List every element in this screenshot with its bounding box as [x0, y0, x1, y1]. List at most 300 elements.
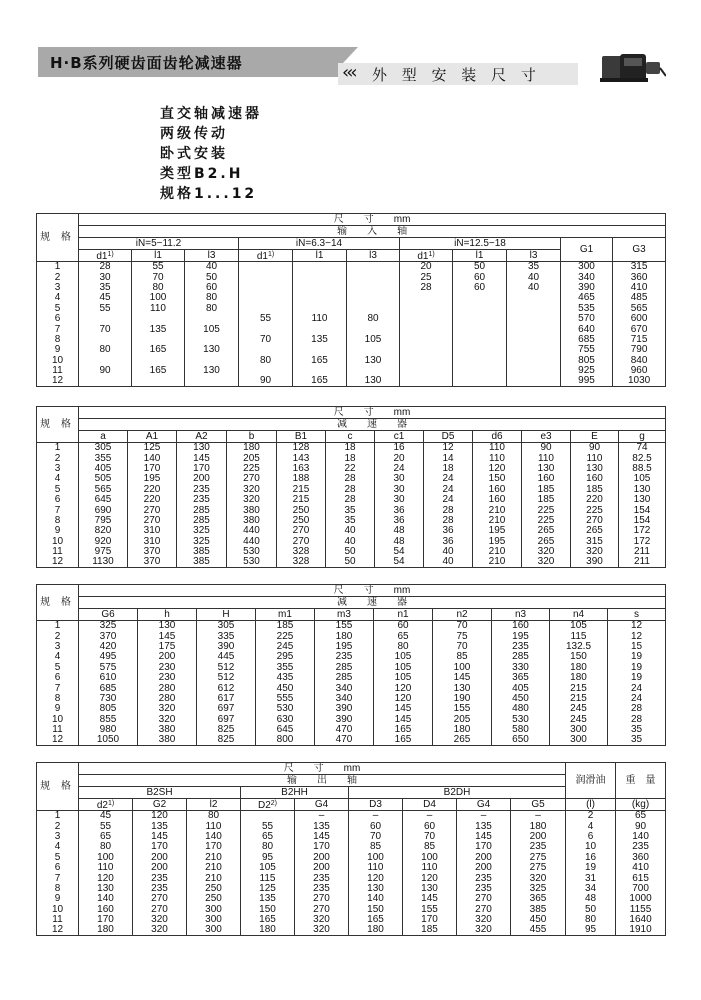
col-header: h	[138, 609, 197, 621]
col-header-d4: D4	[403, 799, 457, 811]
value-cell: 70	[433, 641, 492, 651]
dim-header: 尺 寸 mm	[79, 585, 666, 597]
table-row	[37, 894, 666, 904]
value-cell: 440	[227, 536, 277, 546]
size-cell: 10	[37, 536, 79, 546]
value-cell: 48	[566, 894, 616, 904]
size-cell: 8	[37, 515, 79, 525]
value-cell: 55	[239, 313, 293, 323]
value-cell: 165	[293, 376, 347, 386]
col-header-g1: G1	[561, 238, 613, 262]
value-cell: 65	[241, 831, 295, 841]
value-cell: 175	[138, 641, 197, 651]
size-cell: 1	[37, 811, 79, 821]
value-cell: 16	[375, 443, 424, 453]
table-row	[37, 282, 666, 292]
value-cell: 95	[566, 925, 616, 935]
table-row	[37, 925, 666, 935]
value-cell: 60	[403, 821, 457, 831]
table-row	[37, 536, 666, 546]
value-cell: 55	[79, 303, 132, 313]
value-cell: 24	[608, 683, 666, 693]
value-cell: 210	[473, 505, 522, 515]
size-cell: 9	[37, 526, 79, 536]
size-cell: 4	[37, 842, 79, 852]
col-header: B1	[277, 431, 326, 443]
col-header: m3	[315, 609, 374, 621]
value-cell	[241, 811, 295, 821]
size-cell: 7	[37, 324, 79, 334]
value-cell: 160	[473, 484, 522, 494]
value-cell: 697	[197, 704, 256, 714]
value-cell: 15	[608, 641, 666, 651]
value-cell: 100	[433, 662, 492, 672]
value-cell: 80	[187, 811, 241, 821]
value-cell: 245	[550, 714, 608, 724]
value-cell: 130	[185, 345, 239, 355]
table-row	[37, 443, 666, 453]
value-cell: 150	[550, 652, 608, 662]
value-cell: 145	[177, 453, 227, 463]
value-cell: 225	[571, 505, 619, 515]
value-cell	[347, 365, 400, 375]
value-cell: 285	[177, 515, 227, 525]
value-cell: 195	[473, 526, 522, 536]
spec-line-type: 直交轴减速器	[160, 106, 262, 122]
value-cell: 28	[608, 714, 666, 724]
value-cell: 320	[227, 484, 277, 494]
value-cell: 120	[374, 693, 433, 703]
size-header: 规 格	[37, 214, 79, 262]
value-cell: 188	[277, 474, 326, 484]
value-cell: 300	[187, 925, 241, 935]
value-cell: 130	[347, 355, 400, 365]
value-cell: 170	[79, 914, 133, 924]
value-cell	[347, 293, 400, 303]
value-cell: 390	[561, 282, 613, 292]
value-cell: 120	[79, 873, 133, 883]
value-cell: –	[511, 811, 566, 821]
value-cell: 420	[79, 641, 138, 651]
value-cell: –	[457, 811, 511, 821]
value-cell: 270	[277, 536, 326, 546]
value-cell: 145	[295, 831, 349, 841]
value-cell: 80	[374, 641, 433, 651]
value-cell: 245	[256, 641, 315, 651]
value-cell: 310	[128, 526, 177, 536]
value-cell: 530	[256, 704, 315, 714]
value-cell: 235	[457, 883, 511, 893]
value-cell: 210	[187, 873, 241, 883]
col-header: A2	[177, 431, 227, 443]
value-cell: 155	[433, 704, 492, 714]
value-cell: 140	[349, 894, 403, 904]
col-header-l3: l3	[185, 250, 239, 262]
value-cell: –	[295, 811, 349, 821]
value-cell: 265	[571, 526, 619, 536]
value-cell: 200	[295, 852, 349, 862]
value-cell: 130	[79, 883, 133, 893]
size-cell: 11	[37, 365, 79, 375]
value-cell	[507, 355, 561, 365]
value-cell: 70	[239, 334, 293, 344]
col-header: d6	[473, 431, 522, 443]
value-cell: 130	[522, 463, 571, 473]
b2hh-header: B2HH	[241, 787, 349, 799]
group-header: 输 出 轴	[79, 775, 566, 787]
weight-header: 重 量	[616, 763, 666, 799]
size-cell: 1	[37, 443, 79, 453]
value-cell: 185	[403, 925, 457, 935]
value-cell: 170	[128, 463, 177, 473]
value-cell: 355	[79, 453, 128, 463]
value-cell: 28	[79, 262, 132, 272]
value-cell: 300	[561, 262, 613, 272]
value-cell: 630	[256, 714, 315, 724]
table-row	[37, 693, 666, 703]
value-cell: 370	[128, 546, 177, 556]
col-header-l3: l3	[347, 250, 400, 262]
value-cell: 340	[561, 272, 613, 282]
weight-unit: (kg)	[616, 799, 666, 811]
value-cell: 110	[473, 453, 522, 463]
value-cell: 30	[375, 494, 424, 504]
size-cell: 8	[37, 334, 79, 344]
value-cell: 70	[349, 831, 403, 841]
value-cell: 360	[613, 272, 666, 282]
value-cell: 120	[133, 811, 187, 821]
value-cell: 180	[349, 925, 403, 935]
value-cell: 35	[608, 735, 666, 745]
value-cell: 20	[375, 453, 424, 463]
value-cell: 820	[79, 526, 128, 536]
value-cell: 365	[492, 672, 550, 682]
value-cell: 825	[197, 724, 256, 734]
value-cell: 615	[616, 873, 666, 883]
value-cell: 80	[566, 914, 616, 924]
value-cell: 110	[349, 862, 403, 872]
value-cell: 390	[571, 557, 619, 567]
value-cell: 435	[256, 672, 315, 682]
table-row	[37, 355, 666, 365]
size-cell: 2	[37, 631, 79, 641]
value-cell: 80	[185, 303, 239, 313]
value-cell: 30	[375, 474, 424, 484]
table-row	[37, 474, 666, 484]
value-cell: 18	[326, 443, 375, 453]
value-cell: 80	[79, 345, 132, 355]
size-cell: 10	[37, 355, 79, 365]
table-row	[37, 883, 666, 893]
value-cell: 205	[433, 714, 492, 724]
size-cell: 7	[37, 505, 79, 515]
table-row	[37, 842, 666, 852]
value-cell: 24	[375, 463, 424, 473]
value-cell	[79, 355, 132, 365]
value-cell: 235	[177, 484, 227, 494]
value-cell: 140	[616, 831, 666, 841]
table-row	[37, 557, 666, 567]
value-cell: –	[403, 811, 457, 821]
value-cell: 160	[492, 621, 550, 631]
value-cell: 1155	[616, 904, 666, 914]
table-row	[37, 621, 666, 631]
value-cell: 270	[277, 526, 326, 536]
value-cell: 19	[608, 662, 666, 672]
value-cell: 320	[138, 704, 197, 714]
value-cell: 165	[374, 724, 433, 734]
value-cell: 28	[326, 484, 375, 494]
col-header-d1: d1$^{1)}$	[239, 250, 293, 262]
size-cell: 11	[37, 546, 79, 556]
value-cell: 555	[256, 693, 315, 703]
value-cell: 130	[571, 463, 619, 473]
value-cell	[507, 365, 561, 375]
table-row	[37, 641, 666, 651]
value-cell	[453, 345, 507, 355]
value-cell	[239, 365, 293, 375]
value-cell: 320	[295, 914, 349, 924]
value-cell: 250	[277, 515, 326, 525]
value-cell: 110	[403, 862, 457, 872]
value-cell: 995	[561, 376, 613, 386]
value-cell: 170	[403, 914, 457, 924]
value-cell: 120	[374, 683, 433, 693]
value-cell: 285	[177, 505, 227, 515]
value-cell: 170	[187, 842, 241, 852]
value-cell: 160	[473, 494, 522, 504]
value-cell: 530	[227, 546, 277, 556]
value-cell: 211	[619, 546, 666, 556]
col-header-g5: G5	[511, 799, 566, 811]
value-cell: 154	[619, 505, 666, 515]
value-cell	[347, 262, 400, 272]
value-cell: 512	[197, 662, 256, 672]
value-cell: 65	[616, 811, 666, 821]
value-cell: 230	[138, 672, 197, 682]
value-cell: 110	[187, 821, 241, 831]
value-cell: 115	[241, 873, 295, 883]
value-cell: 575	[79, 662, 138, 672]
value-cell	[400, 376, 453, 386]
value-cell: 295	[256, 652, 315, 662]
value-cell: 105	[347, 334, 400, 344]
value-cell: 405	[79, 463, 128, 473]
value-cell: 580	[492, 724, 550, 734]
value-cell: 320	[295, 925, 349, 935]
value-cell: 24	[424, 474, 473, 484]
value-cell: 530	[492, 714, 550, 724]
value-cell: 960	[613, 365, 666, 375]
group-header: 输 入 轴	[79, 226, 666, 238]
value-cell: 265	[522, 536, 571, 546]
value-cell: 40	[424, 546, 473, 556]
value-cell: 690	[79, 505, 128, 515]
value-cell: 220	[128, 494, 177, 504]
value-cell: 455	[511, 925, 566, 935]
value-cell: 140	[128, 453, 177, 463]
value-cell: 100	[79, 852, 133, 862]
value-cell	[400, 355, 453, 365]
value-cell: 320	[457, 925, 511, 935]
value-cell: 300	[550, 724, 608, 734]
col-header: a	[79, 431, 128, 443]
value-cell: 40	[507, 272, 561, 282]
value-cell: 50	[453, 262, 507, 272]
value-cell: 50	[326, 546, 375, 556]
col-header: c1	[375, 431, 424, 443]
value-cell: 195	[315, 641, 374, 651]
value-cell: 24	[608, 693, 666, 703]
value-cell: 150	[241, 904, 295, 914]
value-cell: 40	[424, 557, 473, 567]
value-cell: 715	[613, 334, 666, 344]
value-cell: 235	[511, 842, 566, 852]
output-shaft-table	[36, 762, 666, 936]
value-cell: 180	[550, 672, 608, 682]
size-cell: 8	[37, 693, 79, 703]
col-header-d2: d2$^{1)}$	[79, 799, 133, 811]
value-cell: 320	[138, 714, 197, 724]
value-cell: 1050	[79, 735, 138, 745]
value-cell: 145	[433, 672, 492, 682]
value-cell: 28	[326, 494, 375, 504]
value-cell	[507, 303, 561, 313]
table-row	[37, 272, 666, 282]
value-cell: 360	[616, 852, 666, 862]
value-cell	[347, 303, 400, 313]
value-cell: 145	[133, 831, 187, 841]
value-cell: 195	[492, 631, 550, 641]
value-cell: 210	[473, 557, 522, 567]
table-row	[37, 526, 666, 536]
value-cell: 805	[79, 704, 138, 714]
value-cell: 285	[492, 652, 550, 662]
table-row	[37, 324, 666, 334]
value-cell: 320	[571, 546, 619, 556]
value-cell: 50	[185, 272, 239, 282]
value-cell: 120	[349, 873, 403, 883]
size-cell: 3	[37, 463, 79, 473]
value-cell: 125	[128, 443, 177, 453]
value-cell: 650	[492, 735, 550, 745]
value-cell	[507, 293, 561, 303]
size-cell: 5	[37, 662, 79, 672]
value-cell: 19	[608, 652, 666, 662]
ratio-header-3: iN=12.5−18	[400, 238, 561, 250]
value-cell: 60	[185, 282, 239, 292]
value-cell: 210	[473, 515, 522, 525]
value-cell: 195	[128, 474, 177, 484]
value-cell: 640	[561, 324, 613, 334]
table-row	[37, 494, 666, 504]
value-cell: 450	[511, 914, 566, 924]
value-cell: 140	[187, 831, 241, 841]
value-cell: 265	[522, 526, 571, 536]
value-cell	[453, 365, 507, 375]
size-cell: 4	[37, 293, 79, 303]
value-cell: 25	[400, 272, 453, 282]
value-cell: 35	[326, 505, 375, 515]
table-row	[37, 505, 666, 515]
value-cell: 270	[128, 505, 177, 515]
value-cell: 320	[133, 914, 187, 924]
value-cell: 28	[608, 704, 666, 714]
value-cell: 185	[522, 484, 571, 494]
table-row	[37, 293, 666, 303]
value-cell: 565	[613, 303, 666, 313]
value-cell: 143	[277, 453, 326, 463]
value-cell	[400, 365, 453, 375]
value-cell	[239, 272, 293, 282]
value-cell: 315	[571, 536, 619, 546]
value-cell: 36	[424, 536, 473, 546]
value-cell: 265	[433, 735, 492, 745]
value-cell	[347, 345, 400, 355]
value-cell: 155	[315, 621, 374, 631]
col-header: g	[619, 431, 666, 443]
value-cell: 28	[424, 505, 473, 515]
col-header: E	[571, 431, 619, 443]
value-cell	[400, 324, 453, 334]
value-cell: 90	[522, 443, 571, 453]
value-cell: 135	[293, 334, 347, 344]
value-cell	[453, 293, 507, 303]
size-cell: 9	[37, 345, 79, 355]
value-cell: 80	[79, 842, 133, 852]
value-cell: 135	[241, 894, 295, 904]
value-cell: 370	[79, 631, 138, 641]
value-cell: –	[349, 811, 403, 821]
value-cell: 235	[616, 842, 666, 852]
value-cell: 617	[197, 693, 256, 703]
value-cell: 370	[128, 557, 177, 567]
value-cell: 210	[473, 546, 522, 556]
size-cell: 7	[37, 683, 79, 693]
value-cell: 325	[177, 536, 227, 546]
value-cell: 270	[457, 894, 511, 904]
size-cell: 1	[37, 621, 79, 631]
value-cell: 200	[133, 862, 187, 872]
value-cell: 300	[187, 904, 241, 914]
value-cell: 697	[197, 714, 256, 724]
value-cell: 235	[492, 641, 550, 651]
value-cell: 505	[79, 474, 128, 484]
value-cell: 180	[241, 925, 295, 935]
value-cell	[293, 324, 347, 334]
value-cell: 150	[473, 474, 522, 484]
spec-line-model: 类型B2.H	[160, 166, 244, 182]
value-cell: 840	[613, 355, 666, 365]
value-cell: 160	[522, 474, 571, 484]
value-cell: 730	[79, 693, 138, 703]
value-cell: 920	[79, 536, 128, 546]
table-row	[37, 672, 666, 682]
value-cell: 390	[315, 704, 374, 714]
value-cell: 270	[133, 904, 187, 914]
value-cell: 48	[375, 526, 424, 536]
value-cell: 335	[197, 631, 256, 641]
value-cell: 18	[424, 463, 473, 473]
value-cell	[185, 376, 239, 386]
value-cell: 755	[561, 345, 613, 355]
size-cell: 12	[37, 925, 79, 935]
value-cell: 250	[187, 894, 241, 904]
value-cell: 685	[561, 334, 613, 344]
value-cell: 285	[315, 662, 374, 672]
value-cell: 54	[375, 546, 424, 556]
col-header-g4: G4	[295, 799, 349, 811]
